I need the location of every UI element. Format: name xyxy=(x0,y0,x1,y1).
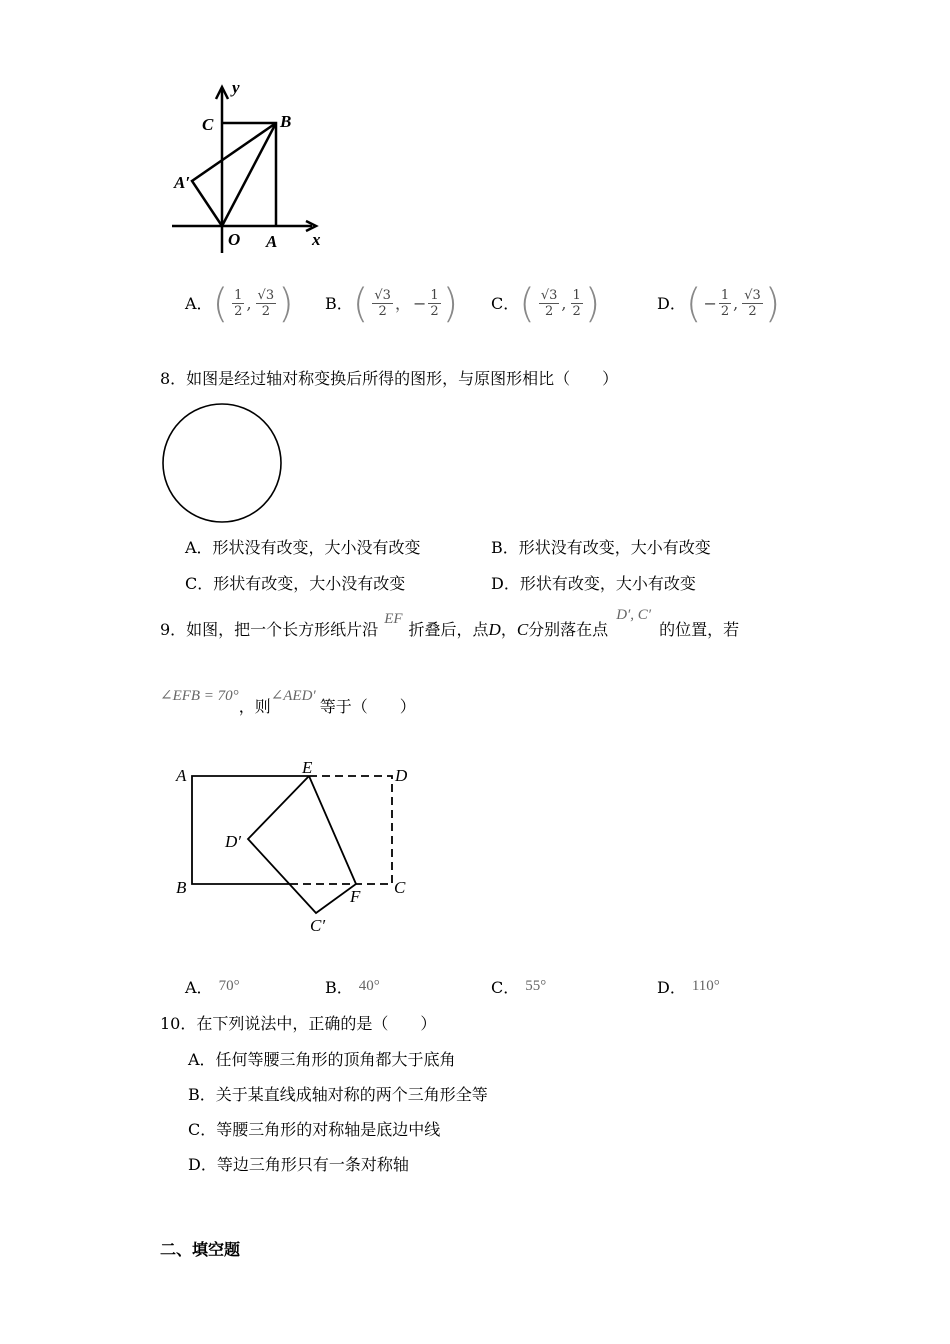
q9-ef-math: EF xyxy=(384,611,403,627)
q10-option-b[interactable]: B．关于某直线成轴对称的两个三角形全等 xyxy=(188,1085,488,1104)
q9-option-c[interactable]: C． 55° xyxy=(491,978,547,997)
q9-option-b[interactable]: B． 40° xyxy=(325,978,380,997)
q7-option-coordinate: ( $\frac{√3}{2}$ ， − $\frac{1}{2}$ ) xyxy=(352,280,459,327)
q9-stem-line2: ∠EFB = 70°，则∠AED′等于（ ） xyxy=(160,688,416,716)
q7-option-b[interactable] xyxy=(325,280,459,327)
q8-option-a[interactable]: A．形状没有改变，大小没有改变 xyxy=(185,538,421,557)
fig7-label-c: C xyxy=(202,115,214,134)
q8-stem: 8．如图是经过轴对称变换后所得的图形，与原图形相比（ ） xyxy=(160,369,619,388)
section-title: 二、填空题 xyxy=(160,1240,241,1259)
q9-dc-prime-math: D′, C′ xyxy=(616,607,652,623)
q7-coordinate-figure xyxy=(160,75,340,260)
q9-option-d[interactable]: D． 110° xyxy=(657,978,720,997)
q9-ask-math: ∠AED′ xyxy=(270,688,316,704)
fig7-label-x: x xyxy=(312,230,321,249)
q9-option-a[interactable]: A． 70° xyxy=(185,978,240,997)
fig7-label-b: B xyxy=(280,112,292,131)
q7-option-letter: B． xyxy=(325,293,353,313)
q7-option-a[interactable] xyxy=(185,280,294,327)
q8-circle-figure xyxy=(160,402,286,526)
q7-option-coordinate: ( $\frac{√3}{2}$ , $\frac{1}{2}$ ) xyxy=(519,280,601,327)
fig7-label-o: O xyxy=(228,230,241,249)
q7-option-letter: D． xyxy=(657,293,686,313)
q9-condition-math: ∠EFB = 70° xyxy=(160,688,239,704)
q7-option-letter: C． xyxy=(491,293,520,313)
q7-option-coordinate: ( $\frac{1}{2}$ , $\frac{√3}{2}$ ) xyxy=(212,280,294,327)
q7-option-letter: A． xyxy=(185,293,213,313)
q10-stem: 10．在下列说法中，正确的是（ ） xyxy=(160,1014,437,1033)
fig9-label-c: C xyxy=(394,878,406,897)
q7-option-coordinate: ( − $\frac{1}{2}$ , $\frac{√3}{2}$ ) xyxy=(685,280,781,327)
q10-option-c[interactable]: C．等腰三角形的对称轴是底边中线 xyxy=(188,1120,441,1139)
q8-option-b[interactable]: B．形状没有改变，大小有改变 xyxy=(491,538,711,557)
q8-option-c[interactable]: C．形状有改变，大小没有改变 xyxy=(185,574,406,593)
q7-option-c[interactable] xyxy=(491,280,601,327)
fig7-label-a-prime: A′ xyxy=(174,173,191,192)
fig9-label-a: A xyxy=(176,766,187,785)
fig9-label-d: D xyxy=(395,766,408,785)
fig9-label-c-prime: C′ xyxy=(310,916,326,935)
fig7-label-a: A xyxy=(266,232,278,251)
q9-fold-figure xyxy=(170,758,420,938)
fig9-label-d-prime: D′ xyxy=(225,832,241,851)
q10-option-a[interactable]: A．任何等腰三角形的顶角都大于底角 xyxy=(188,1050,456,1069)
fig9-label-f: F xyxy=(350,887,361,906)
fig7-label-y: y xyxy=(232,78,240,97)
fig9-label-b: B xyxy=(176,878,187,897)
q7-option-d[interactable] xyxy=(657,280,781,327)
q8-option-d[interactable]: D．形状有改变，大小有改变 xyxy=(491,574,696,593)
q9-stem-line1: 9．如图，把一个长方形纸片沿EF折叠后，点D，C分别落在点D′, C′的位置，若 xyxy=(160,607,740,639)
fig9-label-e: E xyxy=(302,758,313,777)
q10-option-d[interactable]: D．等边三角形只有一条对称轴 xyxy=(188,1155,409,1174)
